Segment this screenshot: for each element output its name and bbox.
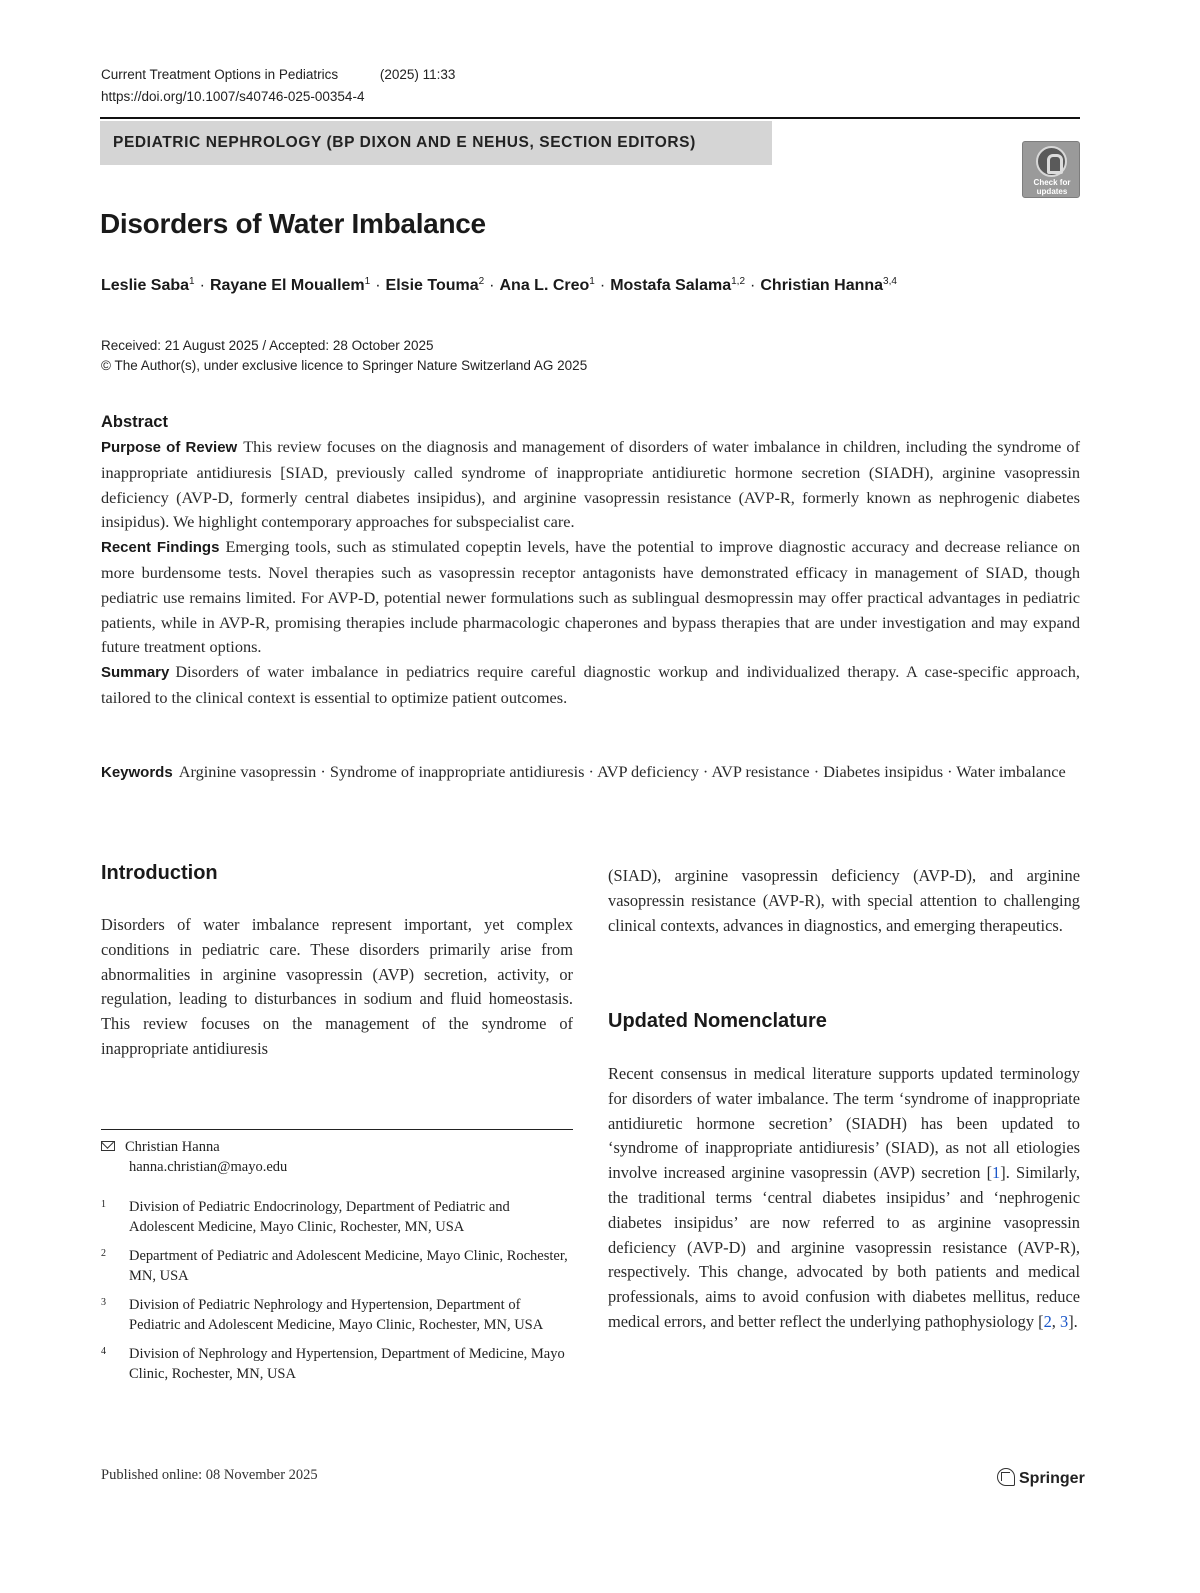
journal-name: Current Treatment Options in Pediatrics <box>101 67 339 82</box>
corresponding-author-email[interactable]: hanna.christian@mayo.edu <box>129 1159 288 1175</box>
envelope-icon <box>101 1141 115 1151</box>
affiliation-number: 1 <box>101 1199 106 1210</box>
affiliation-text: Division of Pediatric Endocrinology, Department of Pediatric and Adolescent Medicine, Mayo Clinic, Rochester, MN, USA <box>129 1199 510 1235</box>
affiliation-item <box>101 1295 573 1335</box>
keywords-text: Arginine vasopressin · Syndrome of inappropriate antidiuresis · AVP deficiency · AVP resistance · Diabetes insipidus · Water imbalance <box>178 762 1066 781</box>
affiliation-number: 3 <box>101 1297 106 1308</box>
author-affiliation: 1 <box>364 276 371 287</box>
author-list <box>101 276 897 295</box>
abstract-findings-text: Emerging tools, such as stimulated copeptin levels, have the potential to improve diagnostic accuracy and decrease reliance on more burdensome tests. Novel therapies such as vasopressin receptor antagonists have demonstrated efficacy in management of SIAD, though pediatric use remains limited. For AVP-D, potential newer formulations such as sublingual desmopressin may offer practical advantages in pediatric patients, while in AVP-R, promising therapies include pharmacologic chaperones and bypass therapies that are under investigation and may expand future treatment options. <box>101 537 1080 657</box>
crossmark-label <box>1023 178 1081 196</box>
published-date: Published online: 08 November 2025 <box>101 1467 318 1483</box>
author-affiliation: 2 <box>478 276 485 287</box>
header-rule <box>100 117 1080 119</box>
nomenclature-text-b: ]. Similarly, the traditional terms ‘central diabetes insipidus’ and ‘nephrogenic diabetes insipidus’ are now referred to as arginine vasopressin deficiency (AVP-D) and arginine vasopressin resistance (AVP-R), respectively. This change, advocated by both patients and medical professionals, aims to avoid confusion with diabetes mellitus, reduce medical errors, and better reflect the underlying pathophysiology [ <box>608 1163 1080 1331</box>
journal-volume: (2025) 11:33 <box>379 67 456 82</box>
author-affiliation: 1 <box>189 276 195 287</box>
author-separator: · <box>489 277 495 294</box>
abstract-findings <box>101 535 1080 660</box>
crossmark-line-1: Check for <box>1033 178 1071 187</box>
author-separator: · <box>599 277 606 294</box>
abstract-purpose-text: This review focuses on the diagnosis and management of disorders of water imbalance in children, including the syndrome of inappropriate antidiuresis [SIAD, previously called syndrome of inappropriate antidiuretic hormone secretion (SIADH), arginine vasopressin deficiency (AVP-D, formerly central diabetes insipidus), and arginine vasopressin resistance (AVP-R, formerly known as nephrogenic diabetes insipidus). We highlight contemporary approaches for subspecialist care. <box>101 437 1080 532</box>
author-name[interactable]: Christian Hanna <box>760 277 884 294</box>
affiliation-item <box>101 1197 573 1237</box>
article-title: Disorders of Water Imbalance <box>100 208 486 239</box>
abstract <box>101 413 1080 711</box>
author-separator: · <box>375 277 381 294</box>
section-banner: PEDIATRIC NEPHROLOGY (BP DIXON AND E NEHUS, SECTION EDITORS) <box>100 121 772 165</box>
author-name[interactable]: Ana L. Creo <box>499 277 590 294</box>
nomenclature-text-a: Recent consensus in medical literature supports updated terminology for disorders of water imbalance. The term ‘syndrome of inappropriate antidiuretic hormone secretion’ (SIADH) has been updated to ‘syndrome of inappropriate antidiuresis’ (SIAD), as not all etiologies involve increased arginine vasopressin (AVP) secretion [ <box>608 1064 1080 1183</box>
publisher-name: Springer <box>1019 1470 1085 1487</box>
abstract-summary <box>101 660 1080 711</box>
abstract-purpose-label: Purpose of Review <box>101 439 238 456</box>
corresponding-author-name: Christian Hanna <box>125 1139 220 1155</box>
affiliation-text: Department of Pediatric and Adolescent Medicine, Mayo Clinic, Rochester, MN, USA <box>129 1248 568 1284</box>
author-name[interactable]: Leslie Saba <box>101 277 190 294</box>
crossmark-line-2: updates <box>1036 187 1068 196</box>
author-affiliation: 3,4 <box>883 276 897 287</box>
crossmark-badge[interactable] <box>1022 141 1080 198</box>
citation-separator: , <box>1051 1311 1060 1331</box>
abstract-heading: Abstract <box>101 413 168 431</box>
nomenclature-text-c: ]. <box>1068 1311 1078 1331</box>
citation-link-1[interactable]: 1 <box>992 1163 1001 1183</box>
nomenclature-text <box>608 1062 1080 1335</box>
copyright-notice: © The Author(s), under exclusive licence to Springer Nature Switzerland AG 2025 <box>101 358 588 373</box>
introduction-heading: Introduction <box>101 862 218 884</box>
abstract-purpose <box>101 435 1080 535</box>
abstract-summary-text: Disorders of water imbalance in pediatrics require careful diagnostic workup and individualized therapy. A case-specific approach, tailored to the clinical context is essential to optimize patient outcomes. <box>101 662 1080 707</box>
citation-link-2[interactable]: 2 <box>1043 1311 1052 1331</box>
author-affiliation: 1 <box>589 276 595 287</box>
affiliation-item <box>101 1344 573 1384</box>
springer-horse-icon <box>997 1468 1015 1486</box>
affiliation-number: 2 <box>101 1248 106 1259</box>
author-name[interactable]: Mostafa Salama <box>610 277 732 294</box>
abstract-summary-label: Summary <box>101 664 170 682</box>
journal-header <box>101 64 455 108</box>
keywords <box>101 760 1080 786</box>
affiliation-text: Division of Nephrology and Hypertension, Department of Medicine, Mayo Clinic, Rochester, MN, USA <box>129 1346 565 1382</box>
author-separator: · <box>750 277 756 294</box>
footnote-rule <box>101 1129 573 1130</box>
author-separator: · <box>199 277 205 294</box>
affiliation-number: 4 <box>101 1346 106 1357</box>
affiliations <box>101 1197 573 1393</box>
article-dates <box>101 336 587 376</box>
citation-link-3[interactable]: 3 <box>1059 1311 1069 1331</box>
publisher-logo <box>997 1468 1085 1488</box>
introduction-text: Disorders of water imbalance represent important, yet complex conditions in pediatric care. These disorders primarily arise from abnormalities in arginine vasopressin (AVP) secretion, activity, or regulation, leading to disturbances in sodium and fluid homeostasis. This review focuses on the management of the syndrome of inappropriate antidiuresis <box>101 915 573 1058</box>
author-name[interactable]: Elsie Touma <box>385 277 479 294</box>
author-affiliation: 1,2 <box>731 276 746 287</box>
correspondence <box>101 1137 287 1177</box>
doi-link[interactable]: https://doi.org/10.1007/s40746-025-00354-4 <box>101 89 365 104</box>
affiliation-item <box>101 1246 573 1286</box>
crossmark-icon <box>1036 146 1067 177</box>
nomenclature-heading: Updated Nomenclature <box>608 1010 827 1032</box>
author-name[interactable]: Rayane El Mouallem <box>209 277 365 294</box>
affiliation-text: Division of Pediatric Nephrology and Hypertension, Department of Pediatric and Adolescent Medicine, Mayo Clinic, Rochester, MN, USA <box>129 1297 544 1333</box>
abstract-findings-label: Recent Findings <box>101 539 220 557</box>
received-accepted: Received: 21 August 2025 / Accepted: 28 October 2025 <box>101 338 434 353</box>
introduction-text-continued: (SIAD), arginine vasopressin deficiency (AVP-D), and arginine vasopressin resistance (AVP-R), with special attention to challenging clinical contexts, advances in diagnostics, and emerging therapeutics. <box>608 866 1080 935</box>
keywords-label: Keywords <box>101 764 173 781</box>
